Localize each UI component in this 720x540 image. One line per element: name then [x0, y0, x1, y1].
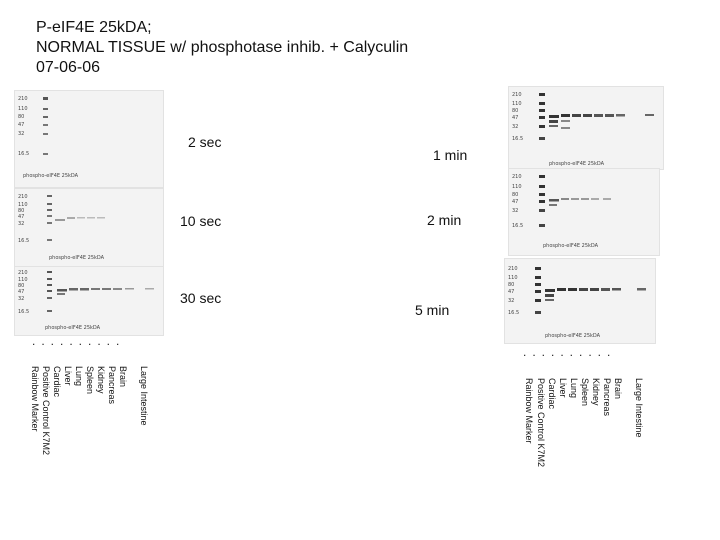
- lane-label-rainbow-marker: Rainbow Marker: [524, 378, 534, 444]
- title-line-3: 07-06-06: [36, 59, 101, 76]
- blot-caption: phospho-eIF4E 25kDA: [45, 325, 101, 331]
- blot-5-min: [504, 258, 656, 344]
- lane-label-pancreas: Pancreas: [602, 378, 612, 417]
- blot-30-sec: [14, 266, 164, 336]
- lane-label-cardiac: Cardiac: [52, 366, 62, 398]
- marker-32: 32: [18, 296, 25, 302]
- exposure-2-sec: 2 sec: [188, 134, 222, 150]
- lane-label-kidney: Kidney: [96, 366, 106, 394]
- lane-label-lung: Lung: [74, 366, 84, 387]
- marker-32: 32: [512, 124, 519, 130]
- lane-label-liver: Liver: [63, 366, 73, 386]
- marker-210: 210: [512, 92, 522, 98]
- marker-16-5: 16.5: [512, 223, 524, 229]
- marker-47: 47: [18, 289, 25, 295]
- marker-110: 110: [18, 106, 28, 112]
- lane-label-pancreas: Pancreas: [107, 366, 117, 405]
- marker-80: 80: [18, 283, 25, 289]
- lane-dots-right: ..........: [523, 345, 617, 359]
- marker-80: 80: [18, 114, 25, 120]
- marker-47: 47: [18, 214, 25, 220]
- marker-16-5: 16.5: [18, 151, 30, 157]
- marker-16-5: 16.5: [508, 310, 520, 316]
- marker-32: 32: [512, 208, 519, 214]
- blot-2-min: [508, 168, 660, 256]
- exposure-10-sec: 10 sec: [180, 213, 222, 229]
- marker-110: 110: [512, 101, 522, 107]
- marker-32: 32: [508, 298, 515, 304]
- marker-110: 110: [18, 202, 28, 208]
- lane-label-kidney: Kidney: [591, 378, 601, 406]
- blot-2-min-image: [509, 169, 659, 255]
- marker-80: 80: [512, 192, 519, 198]
- lane-label-spleen: Spleen: [85, 366, 95, 395]
- blot-caption: phospho-eIF4E 25kDA: [545, 333, 601, 339]
- marker-110: 110: [508, 275, 518, 281]
- marker-16-5: 16.5: [18, 238, 30, 244]
- marker-80: 80: [508, 282, 515, 288]
- lane-label-positive-control: Positive Control K7M2: [41, 366, 51, 456]
- lane-label-lung: Lung: [569, 378, 579, 399]
- marker-80: 80: [18, 208, 25, 214]
- blot-1-min: [508, 86, 664, 170]
- lane-label-brain: Brain: [118, 366, 128, 388]
- marker-80: 80: [512, 108, 519, 114]
- exposure-2-min: 2 min: [427, 212, 462, 228]
- marker-47: 47: [512, 199, 519, 205]
- marker-210: 210: [18, 96, 28, 102]
- blot-10-sec: [14, 188, 164, 268]
- exposure-5-min: 5 min: [415, 302, 450, 318]
- marker-32: 32: [18, 221, 25, 227]
- marker-210: 210: [18, 270, 28, 276]
- marker-32: 32: [18, 131, 25, 137]
- lane-dots-left: ..........: [32, 334, 126, 348]
- title-line-1: P-eIF4E 25kDA;: [36, 19, 152, 36]
- blot-caption: phospho-eIF4E 25kDA: [49, 255, 105, 261]
- blot-10-sec-image: [15, 189, 163, 267]
- marker-47: 47: [512, 115, 519, 121]
- exposure-30-sec: 30 sec: [180, 290, 222, 306]
- blot-5-min-image: [505, 259, 655, 343]
- marker-210: 210: [18, 194, 28, 200]
- title-line-2: NORMAL TISSUE w/ phosphotase inhib. + Calyculin: [36, 39, 409, 56]
- marker-210: 210: [512, 174, 522, 180]
- marker-110: 110: [18, 277, 28, 283]
- marker-47: 47: [18, 122, 25, 128]
- marker-47: 47: [508, 289, 515, 295]
- lane-label-rainbow-marker: Rainbow Marker: [30, 366, 40, 432]
- lane-label-cardiac: Cardiac: [547, 378, 557, 410]
- lane-label-brain: Brain: [613, 378, 623, 400]
- marker-210: 210: [508, 266, 518, 272]
- blot-30-sec-image: [15, 267, 163, 335]
- blot-caption: phospho-eIF4E 25kDA: [549, 161, 605, 167]
- lane-label-large-intestine: Large Intestine: [634, 378, 644, 438]
- blot-2-sec-image: [15, 91, 163, 187]
- exposure-1-min: 1 min: [433, 147, 468, 163]
- blot-caption: phospho-eIF4E 25kDA: [543, 243, 599, 249]
- blot-1-min-image: [509, 87, 663, 169]
- marker-110: 110: [512, 184, 522, 190]
- blot-caption: phospho-eIF4E 25kDA: [23, 173, 79, 179]
- lane-label-spleen: Spleen: [580, 378, 590, 407]
- blot-2-sec: [14, 90, 164, 188]
- slide-title: [36, 18, 408, 78]
- lane-label-liver: Liver: [558, 378, 568, 398]
- lane-label-positive-control: Positive Control K7M2: [536, 378, 546, 468]
- lane-label-large-intestine: Large Intestine: [139, 366, 149, 426]
- marker-16-5: 16.5: [512, 136, 524, 142]
- marker-16-5: 16.5: [18, 309, 30, 315]
